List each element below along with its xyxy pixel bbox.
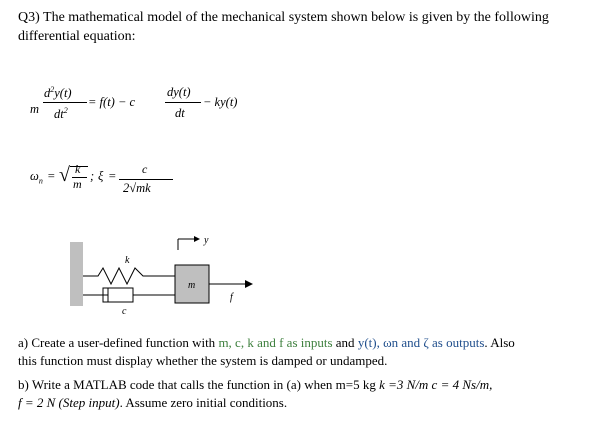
displacement-label: y bbox=[204, 235, 209, 246]
eq-den1: $dt^2$ bbox=[54, 106, 68, 122]
question-line-2: differential equation: bbox=[18, 29, 136, 44]
eq-tail: − ky(t) bbox=[203, 95, 238, 109]
k-numerator: k bbox=[75, 162, 81, 176]
part-a bbox=[18, 334, 598, 370]
c-numerator: c bbox=[142, 162, 148, 176]
part-b-line-2: f = 2 N (Step input). Assume zero initial conditions. bbox=[18, 395, 288, 410]
question-text bbox=[18, 8, 588, 46]
semicolon: ; bbox=[90, 169, 95, 183]
mass-spring-damper-diagram bbox=[70, 228, 290, 318]
zeta-fraction-bar bbox=[119, 179, 173, 180]
differential-equation bbox=[30, 85, 270, 131]
omega-symbol: $\omega_n$ bbox=[30, 169, 43, 186]
damper-label: c bbox=[122, 306, 127, 317]
fraction-bar-2 bbox=[165, 102, 201, 103]
eq-num1: $d^2y(t)$ bbox=[44, 85, 72, 101]
zeta-symbol: ξ bbox=[98, 169, 104, 183]
part-b-line-1: b) Write a MATLAB code that calls the function in (a) when m=5 kg k =3 N/m c = 4 Ns/m, bbox=[18, 377, 493, 392]
displacement-arrowhead bbox=[194, 236, 200, 242]
sqrt-sign: √ bbox=[59, 164, 70, 186]
eq-middle: = f(t) − c bbox=[88, 95, 136, 109]
eq-den2: dt bbox=[175, 106, 185, 120]
question-line-1: Q3) The mathematical model of the mechanical system shown below is given by the following bbox=[18, 10, 549, 25]
spring-label: k bbox=[125, 255, 130, 266]
wall bbox=[70, 242, 83, 306]
eq-sign-2: = bbox=[108, 169, 117, 183]
inputs-text: m, c, k and f as inputs bbox=[218, 335, 333, 350]
part-a-line-2: this function must display whether the system is damped or undamped. bbox=[18, 353, 388, 368]
m-denominator: m bbox=[73, 177, 82, 191]
eq-mass: m bbox=[30, 102, 40, 116]
fraction-bar-1 bbox=[43, 102, 87, 103]
parameter-formulas bbox=[30, 160, 230, 200]
force-arrowhead bbox=[245, 280, 253, 288]
eq-num2: dy(t) bbox=[167, 85, 191, 99]
eq-sign-1: = bbox=[47, 169, 56, 183]
mass-label: m bbox=[188, 280, 196, 291]
zeta-denominator: 2√mk bbox=[123, 181, 151, 195]
part-a-line-1: a) Create a user-defined function with m, c, k and f as inputs and y(t), ωn and ζ as outputs. Also bbox=[18, 335, 515, 350]
force-label: f bbox=[230, 292, 233, 303]
part-b bbox=[18, 376, 598, 412]
outputs-text: y(t), ωn and ζ as outputs bbox=[357, 335, 485, 350]
spring bbox=[83, 268, 175, 284]
